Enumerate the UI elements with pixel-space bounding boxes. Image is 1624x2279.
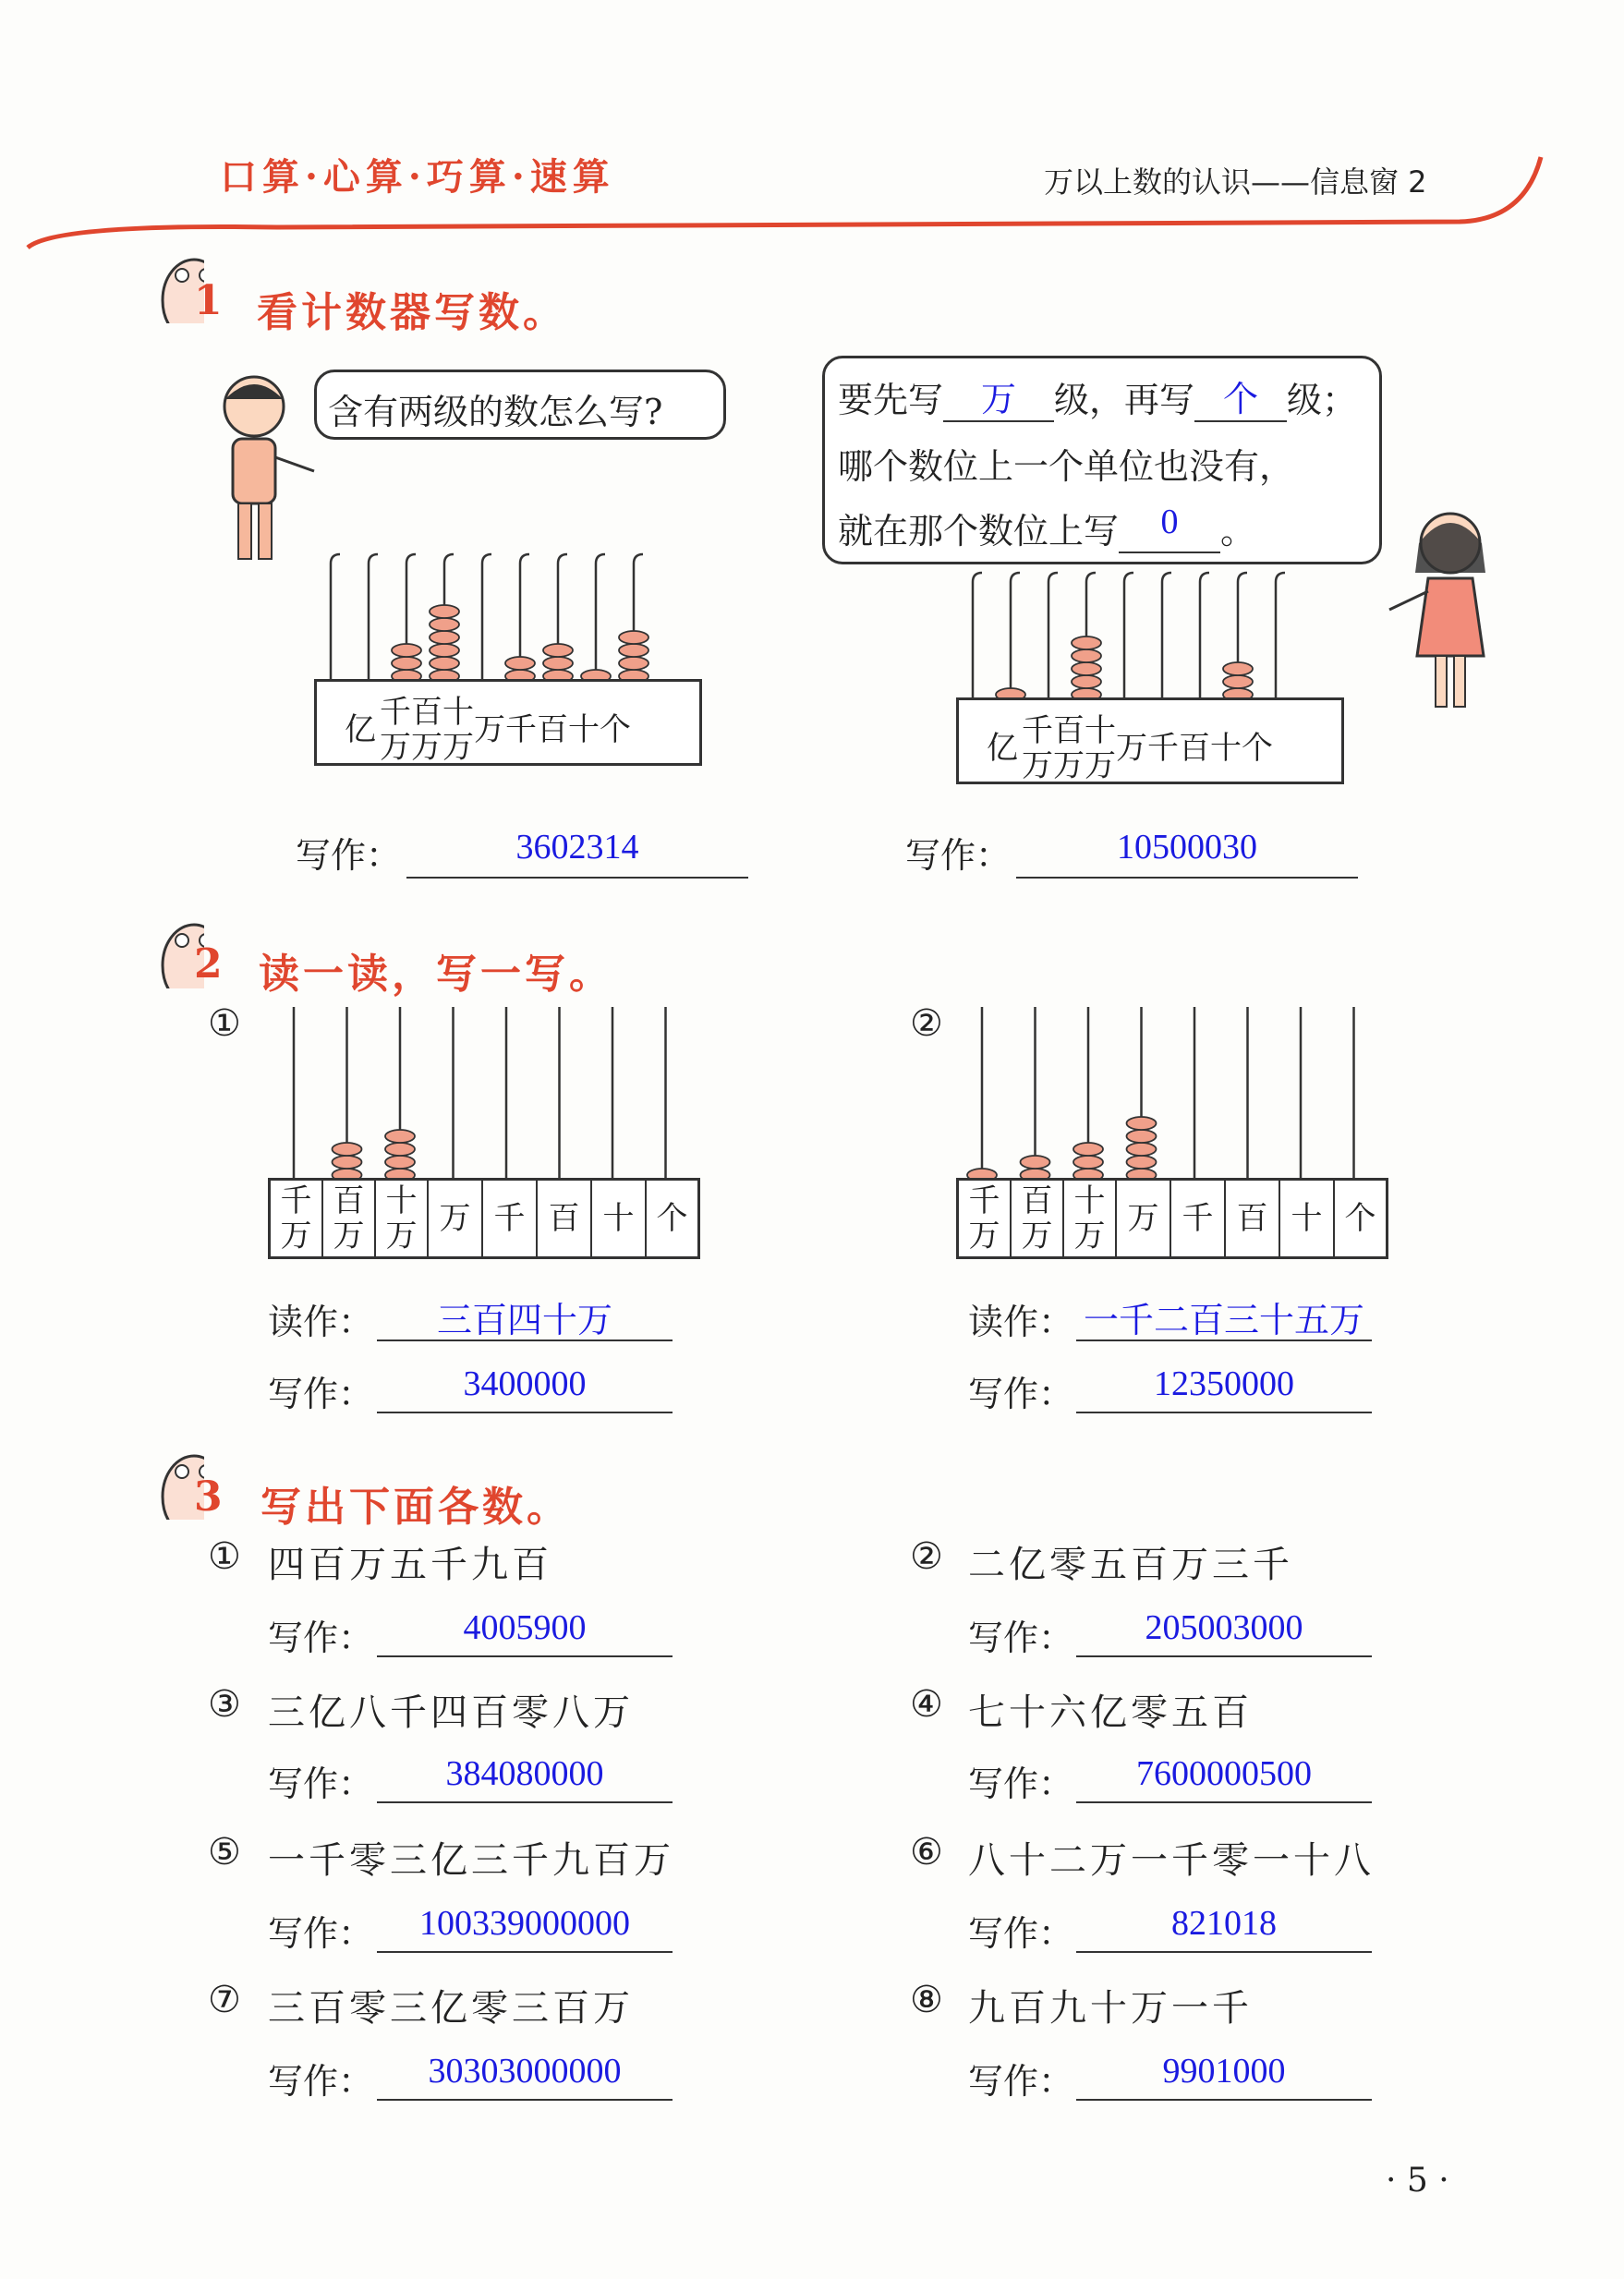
section-3-number: 3 — [194, 1473, 226, 1521]
abacus-rod-hook — [1048, 573, 1058, 582]
cell-wan: 万 — [1127, 1200, 1159, 1237]
cell-qianwan-top: 千 — [280, 1182, 312, 1219]
s3-item-5-line — [377, 1903, 673, 1953]
abacus-bead — [430, 618, 459, 631]
cell-baiwan-bottom: 万 — [1021, 1218, 1053, 1255]
label-qian: 千 — [1147, 730, 1179, 767]
cell-baiwan-top: 百 — [333, 1182, 365, 1219]
abacus-bead — [1073, 1156, 1103, 1169]
label-yi: 亿 — [345, 711, 376, 748]
cell-qianwan-bottom: 万 — [968, 1218, 1000, 1255]
cell-shi: 十 — [1291, 1200, 1323, 1237]
answer-level-1: 万 — [981, 381, 1017, 419]
s3-item-5-answer: 100339000000 — [419, 1904, 630, 1943]
abacus-section1-left — [314, 545, 702, 767]
abacus-rod-hook — [973, 573, 982, 582]
place-value-labels-right — [987, 713, 1273, 783]
abacus-bead — [543, 657, 573, 670]
s3-item-1-number: ① — [208, 1535, 245, 1578]
abacus-bead — [1127, 1117, 1157, 1130]
label-qian: 千 — [505, 711, 537, 748]
abacus-s2-q2-labels — [956, 1178, 1388, 1259]
s3-item-4-text: 七十六亿零五百 — [968, 1691, 1253, 1734]
s3-item-1-line — [377, 1607, 673, 1657]
abacus-rod-hook — [406, 554, 416, 564]
s3-item-6-text: 八十二万一千零一十八 — [968, 1839, 1375, 1882]
s3-item-6-write-label: 写作： — [968, 1913, 1074, 1954]
cell-baiwan-bottom: 万 — [333, 1218, 365, 1255]
abacus-rod-hook — [634, 554, 643, 564]
abacus-bead — [430, 657, 459, 670]
s3-item-7-answer: 30303000000 — [428, 2052, 622, 2091]
s2-q1-write-label: 写作： — [268, 1374, 374, 1414]
cell-bai: 百 — [1236, 1200, 1268, 1237]
s2-q1-write-line — [377, 1364, 673, 1413]
label-baiwan-top: 百 — [1053, 712, 1085, 749]
s2-q2-read-label: 读作： — [968, 1302, 1074, 1342]
s2-q1-write-answer: 3400000 — [463, 1364, 587, 1403]
s3-item-1-write-label: 写作： — [268, 1618, 374, 1658]
s3-item-3-text: 三亿八千四百零八万 — [268, 1691, 634, 1734]
s1-answer-left: 3602314 — [515, 828, 639, 867]
label-qianwan-bottom: 万 — [1022, 747, 1053, 784]
abacus-bead — [1073, 1143, 1103, 1156]
label-ge: 个 — [600, 711, 631, 748]
abacus-bead — [1072, 675, 1101, 688]
s3-item-6-number: ⑥ — [910, 1831, 947, 1873]
s1-write-label-right: 写作： — [905, 835, 1012, 876]
s3-item-2-write-label: 写作： — [968, 1618, 1074, 1658]
label-qianwan-bottom: 万 — [380, 729, 411, 766]
abacus-bead — [619, 631, 648, 644]
abacus-bead — [392, 657, 421, 670]
label-shi: 十 — [1210, 730, 1242, 767]
abacus-s2-q1-labels — [268, 1178, 700, 1259]
s3-item-8-line — [1076, 2051, 1372, 2101]
abacus-bead — [333, 1156, 362, 1169]
abacus-bead — [430, 631, 459, 644]
place-value-labels-left — [345, 695, 631, 765]
cell-qianwan-bottom: 万 — [280, 1218, 312, 1255]
s3-item-8-number: ⑧ — [910, 1979, 947, 2021]
abacus-bead — [430, 644, 459, 657]
cell-shi: 十 — [602, 1200, 635, 1237]
s2-q2-number: ② — [910, 1002, 947, 1045]
abacus-bead — [505, 657, 535, 670]
s3-item-4-line — [1076, 1753, 1372, 1803]
s3-item-4-write-label: 写作： — [968, 1764, 1074, 1804]
label-wan: 万 — [474, 711, 505, 748]
section-2-title: 读一读，写一写。 — [259, 951, 613, 998]
cell-qian: 千 — [1182, 1200, 1214, 1237]
abacus-rod-hook — [520, 554, 529, 564]
s2-q1-read-line — [377, 1291, 673, 1341]
s2-q2-write-label: 写作： — [968, 1374, 1074, 1414]
header-series-title: 口算·心算·巧算·速算 — [220, 155, 615, 199]
abacus-rods-left — [314, 545, 702, 684]
abacus-bead — [1223, 662, 1253, 675]
abacus-bead — [1072, 649, 1101, 662]
answer-zero: 0 — [1160, 503, 1179, 541]
bubble-line1-a: 要先写 — [838, 380, 944, 420]
s3-item-8-answer: 9901000 — [1162, 2052, 1286, 2091]
label-yi: 亿 — [987, 730, 1018, 767]
abacus-bead — [385, 1156, 415, 1169]
label-baiwan-top: 百 — [411, 694, 442, 731]
boy-speech-bubble — [314, 370, 726, 440]
s2-q1-read-answer: 三百四十万 — [436, 1302, 612, 1340]
boy-question: 含有两级的数怎么写? — [328, 392, 663, 432]
bubble-line1-c: 级； — [1287, 380, 1358, 420]
cell-qian: 千 — [493, 1200, 526, 1237]
s3-item-2-answer: 205003000 — [1145, 1608, 1303, 1647]
abacus-bead — [385, 1143, 415, 1156]
bubble-line3-b: 。 — [1220, 511, 1256, 552]
abacus-rod-hook — [1086, 573, 1096, 582]
header-curve — [0, 139, 1624, 249]
s3-item-2-text: 二亿零五百万三千 — [968, 1544, 1293, 1586]
girl-figure-icon — [1386, 508, 1506, 721]
s3-item-7-write-label: 写作： — [268, 2061, 374, 2102]
s3-item-6-line — [1076, 1903, 1372, 1953]
s3-item-7-line — [377, 2051, 673, 2101]
section-1-number: 1 — [194, 277, 226, 324]
s3-item-3-answer: 384080000 — [445, 1754, 604, 1793]
abacus-rod-hook — [596, 554, 605, 564]
s1-answer-right: 10500030 — [1117, 828, 1257, 867]
cell-ge: 个 — [656, 1200, 688, 1237]
s3-item-1-text: 四百万五千九百 — [268, 1544, 552, 1586]
abacus-bead — [1072, 662, 1101, 675]
label-shiwan-top: 十 — [1085, 712, 1116, 749]
label-qianwan-top: 千 — [380, 694, 411, 731]
label-shiwan-bottom: 万 — [442, 729, 474, 766]
s2-q1-number: ① — [208, 1002, 245, 1045]
cell-shiwan-bottom: 万 — [1073, 1218, 1106, 1255]
answer-level-2: 个 — [1223, 381, 1259, 419]
s3-item-1-answer: 4005900 — [463, 1608, 587, 1647]
section-3-title: 写出下面各数。 — [261, 1484, 571, 1531]
s3-item-7-number: ⑦ — [208, 1979, 245, 2021]
abacus-rod-hook — [1124, 573, 1133, 582]
abacus-rod-hook — [369, 554, 378, 564]
label-baiwan-bottom: 万 — [411, 729, 442, 766]
abacus-bead — [1127, 1143, 1157, 1156]
s3-item-5-write-label: 写作： — [268, 1913, 374, 1954]
label-bai: 百 — [537, 711, 568, 748]
label-shi: 十 — [568, 711, 600, 748]
abacus-rod-hook — [482, 554, 491, 564]
s3-item-2-number: ② — [910, 1535, 947, 1578]
s2-q2-write-answer: 12350000 — [1154, 1364, 1294, 1403]
cell-qianwan-top: 千 — [968, 1182, 1000, 1219]
abacus-rod-hook — [1200, 573, 1209, 582]
label-qianwan-top: 千 — [1022, 712, 1053, 749]
section-1-title: 看计数器写数。 — [257, 289, 567, 336]
girl-speech-bubble — [822, 356, 1382, 564]
section-2-number: 2 — [194, 940, 226, 988]
s3-item-7-text: 三百零三亿零三百万 — [268, 1987, 634, 2030]
abacus-bead — [1127, 1156, 1157, 1169]
abacus-bead — [1127, 1130, 1157, 1143]
abacus-label-box-right — [956, 697, 1344, 784]
cell-shiwan-top: 十 — [385, 1182, 418, 1219]
cell-wan: 万 — [439, 1200, 471, 1237]
abacus-section1-right — [956, 564, 1344, 794]
abacus-bead — [385, 1130, 415, 1143]
abacus-bead — [619, 657, 648, 670]
label-shiwan-bottom: 万 — [1085, 747, 1116, 784]
cell-shiwan-bottom: 万 — [385, 1218, 418, 1255]
label-bai: 百 — [1179, 730, 1210, 767]
abacus-rod-hook — [1011, 573, 1020, 582]
s1-answer-line-right — [1016, 827, 1358, 879]
s1-write-label-left: 写作： — [296, 835, 402, 876]
abacus-bead — [1072, 636, 1101, 649]
s3-item-8-text: 九百九十万一千 — [968, 1987, 1253, 2030]
s2-q2-read-answer: 一千二百三十五万 — [1083, 1302, 1364, 1340]
label-wan: 万 — [1116, 730, 1147, 767]
bubble-line1-b: 级，再写 — [1054, 380, 1195, 420]
s3-item-5-number: ⑤ — [208, 1831, 245, 1873]
cell-ge: 个 — [1344, 1200, 1376, 1237]
s3-item-3-write-label: 写作： — [268, 1764, 374, 1804]
s3-item-6-answer: 821018 — [1171, 1904, 1277, 1943]
abacus-rod-hook — [444, 554, 454, 564]
abacus-bead — [430, 605, 459, 618]
header-lesson-title: 万以上数的认识——信息窗 2 — [1044, 164, 1427, 200]
abacus-rod-hook — [558, 554, 567, 564]
abacus-bead — [392, 644, 421, 657]
s1-answer-line-left — [406, 827, 748, 879]
abacus-rods-right — [956, 564, 1344, 702]
label-ge: 个 — [1242, 730, 1273, 767]
abacus-s2-q2-rods — [956, 1007, 1390, 1182]
s3-item-5-text: 一千零三亿三千九百万 — [268, 1839, 674, 1882]
abacus-bead — [619, 644, 648, 657]
s3-item-3-number: ③ — [208, 1683, 245, 1726]
abacus-bead — [333, 1143, 362, 1156]
abacus-rod-hook — [1276, 573, 1285, 582]
label-baiwan-bottom: 万 — [1053, 747, 1085, 784]
cell-bai: 百 — [548, 1200, 580, 1237]
abacus-bead — [543, 644, 573, 657]
s2-q2-write-line — [1076, 1364, 1372, 1413]
abacus-rod-hook — [1238, 573, 1247, 582]
s3-item-4-number: ④ — [910, 1683, 947, 1726]
label-shiwan-top: 十 — [442, 694, 474, 731]
s3-item-2-line — [1076, 1607, 1372, 1657]
s3-item-3-line — [377, 1753, 673, 1803]
cell-shiwan-top: 十 — [1073, 1182, 1106, 1219]
bubble-line3-a: 就在那个数位上写 — [838, 511, 1120, 552]
cell-baiwan-top: 百 — [1021, 1182, 1053, 1219]
s3-item-4-answer: 7600000500 — [1136, 1754, 1312, 1793]
abacus-rod-hook — [331, 554, 340, 564]
s2-q2-read-line — [1076, 1291, 1372, 1341]
abacus-rod-hook — [1162, 573, 1171, 582]
s2-q1-read-label: 读作： — [268, 1302, 374, 1342]
page-number: · 5 · — [1386, 2162, 1449, 2200]
boy-figure-icon — [212, 370, 323, 573]
abacus-label-box-left — [314, 679, 702, 766]
abacus-bead — [1021, 1156, 1050, 1169]
bubble-line2: 哪个数位上一个单位也没有， — [838, 446, 1295, 487]
abacus-s2-q1-rods — [268, 1007, 702, 1182]
s3-item-8-write-label: 写作： — [968, 2061, 1074, 2102]
abacus-bead — [1223, 675, 1253, 688]
